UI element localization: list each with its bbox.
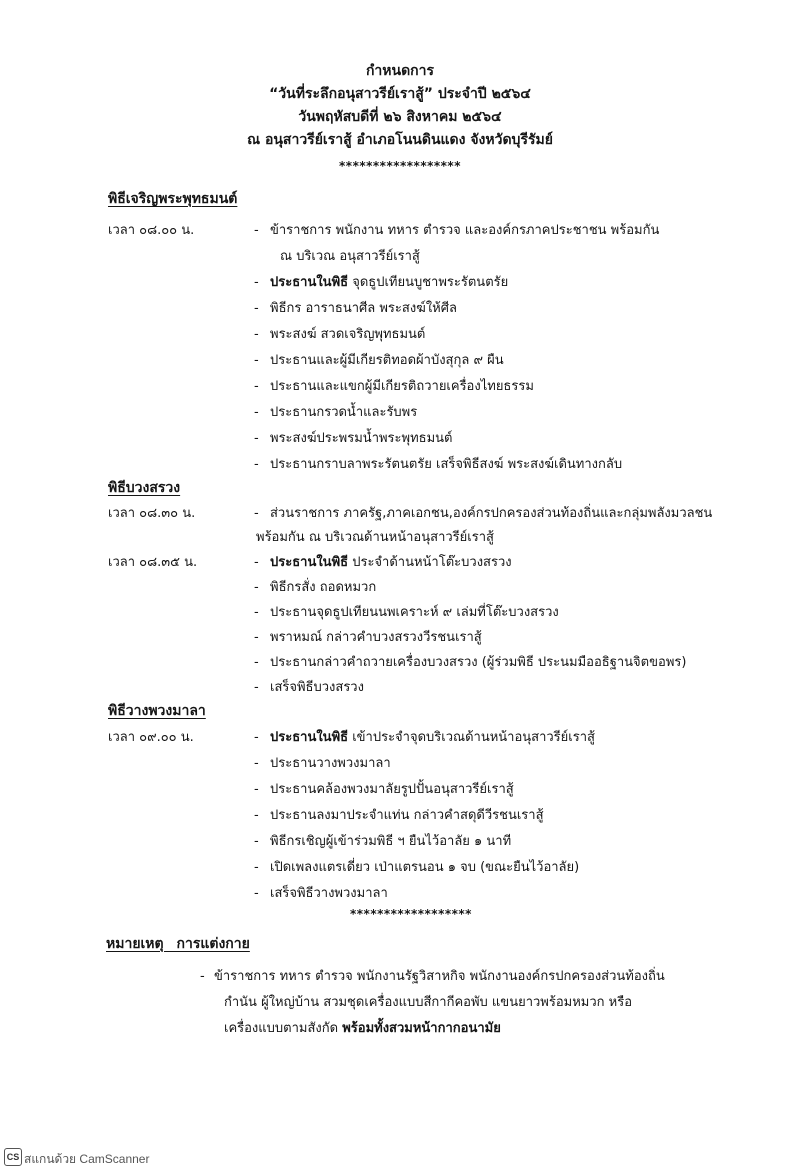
schedule-item: - พิธีกร อาราธนาศีล พระสงฆ์ให้ศีล bbox=[254, 301, 457, 316]
section-title-wreath: พิธีวางพวงมาลา bbox=[108, 703, 206, 719]
header-divider: ****************** bbox=[339, 159, 461, 173]
time-0835: เวลา ๐๘.๓๕ น. bbox=[108, 555, 198, 570]
schedule-item: - ประธานและผู้มีเกียรติทอดผ้าบังสุกุล ๙ ผืน bbox=[254, 353, 504, 368]
note-title: หมายเหตุ การแต่งกาย bbox=[106, 936, 250, 952]
schedule-item: - พระสงฆ์ สวดเจริญพุทธมนต์ bbox=[254, 327, 426, 342]
schedule-item: - ประธานจุดธูปเทียนนพเคราะห์ ๙ เล่มที่โต๊ะบวงสรวง bbox=[254, 605, 559, 620]
note-line: กำนัน ผู้ใหญ่บ้าน สวมชุดเครื่องแบบสีกากีคอพับ แขนยาวพร้อมหมวก หรือ bbox=[224, 995, 633, 1010]
schedule-item: - พระสงฆ์ประพรมน้ำพระพุทธมนต์ bbox=[254, 431, 453, 446]
section-title-offering: พิธีบวงสรวง bbox=[108, 480, 181, 496]
camscanner-logo-icon: CS bbox=[4, 1148, 22, 1166]
schedule-item-continuation: พร้อมกัน ณ บริเวณด้านหน้าอนุสาวรีย์เราสู้ bbox=[256, 530, 494, 545]
schedule-item: - ข้าราชการ พนักงาน ทหาร ตำรวจ และองค์กรภาคประชาชน พร้อมกัน bbox=[254, 223, 660, 238]
time-0900: เวลา ๐๙.๐๐ น. bbox=[108, 730, 194, 745]
schedule-item: - เปิดเพลงแตรเดี่ยว เป่าแตรนอน ๑ จบ (ขณะยืนไว้อาลัย) bbox=[254, 860, 580, 875]
schedule-item: - ประธานลงมาประจำแท่น กล่าวคำสดุดีวีรชนเราสู้ bbox=[254, 808, 544, 823]
header-line-2: “วันที่ระลึกอนุสาวรีย์เราสู้” ประจำปี ๒๕๖๔ bbox=[269, 86, 531, 102]
schedule-item: - พราหมณ์ กล่าวคำบวงสรวงวีรชนเราสู้ bbox=[254, 630, 482, 645]
schedule-item: - ประธานและแขกผู้มีเกียรติถวายเครื่องไทยธรรม bbox=[254, 379, 534, 394]
schedule-item: - เสร็จพิธีวางพวงมาลา bbox=[254, 886, 388, 901]
header-line-1: กำหนดการ bbox=[365, 63, 435, 79]
schedule-item: - ประธานกล่าวคำถวายเครื่องบวงสรวง (ผู้ร่วมพิธี ประนมมืออธิฐานจิตขอพร) bbox=[254, 655, 687, 670]
schedule-item: - ส่วนราชการ ภาครัฐ,ภาคเอกชน,องค์กรปกครองส่วนท้องถิ่นและกลุ่มพลังมวลชน bbox=[254, 506, 713, 521]
note-line: - ข้าราชการ ทหาร ตำรวจ พนักงานรัฐวิสาหกิจ พนักงานองค์กรปกครองส่วนท้องถิ่น bbox=[200, 969, 665, 984]
schedule-item-continuation: ณ บริเวณ อนุสาวรีย์เราสู้ bbox=[280, 249, 420, 264]
schedule-item: - พิธีกรสั่ง ถอดหมวก bbox=[254, 580, 377, 595]
note-line: เครื่องแบบตามสังกัด พร้อมทั้งสวมหน้ากากอนามัย bbox=[224, 1021, 501, 1036]
header-line-4: ณ อนุสาวรีย์เราสู้ อำเภอโนนดินแดง จังหวัดบุรีรัมย์ bbox=[247, 132, 553, 148]
header-line-3: วันพฤหัสบดีที่ ๒๖ สิงหาคม ๒๕๖๔ bbox=[298, 109, 502, 125]
schedule-item: - พิธีกรเชิญผู้เข้าร่วมพิธี ฯ ยืนไว้อาลัย ๑ นาที bbox=[254, 834, 512, 849]
schedule-item: - ประธานในพิธี ประจำด้านหน้าโต๊ะบวงสรวง bbox=[254, 555, 512, 570]
camscanner-watermark: สแกนด้วย CamScanner bbox=[24, 1152, 150, 1166]
schedule-item: - ประธานคล้องพวงมาลัยรูปปั้นอนุสาวรีย์เราสู้ bbox=[254, 782, 514, 797]
schedule-item: - ประธานในพิธี จุดธูปเทียนบูชาพระรัตนตรัย bbox=[254, 275, 509, 290]
schedule-item: - ประธานในพิธี เข้าประจำจุดบริเวณด้านหน้าอนุสาวรีย์เราสู้ bbox=[254, 730, 595, 745]
schedule-item: - ประธานวางพวงมาลา bbox=[254, 756, 391, 771]
time-0830: เวลา ๐๘.๓๐ น. bbox=[108, 506, 196, 521]
schedule-item: - เสร็จพิธีบวงสรวง bbox=[254, 680, 364, 695]
section-title-chanting: พิธีเจริญพระพุทธมนต์ bbox=[108, 191, 238, 207]
schedule-item: - ประธานกราบลาพระรัตนตรัย เสร็จพิธีสงฆ์ พระสงฆ์เดินทางกลับ bbox=[254, 457, 623, 472]
time-0800: เวลา ๐๘.๐๐ น. bbox=[108, 223, 195, 238]
schedule-item: - ประธานกรวดน้ำและรับพร bbox=[254, 405, 418, 420]
section-divider: ****************** bbox=[350, 907, 472, 921]
document-header bbox=[0, 60, 800, 180]
